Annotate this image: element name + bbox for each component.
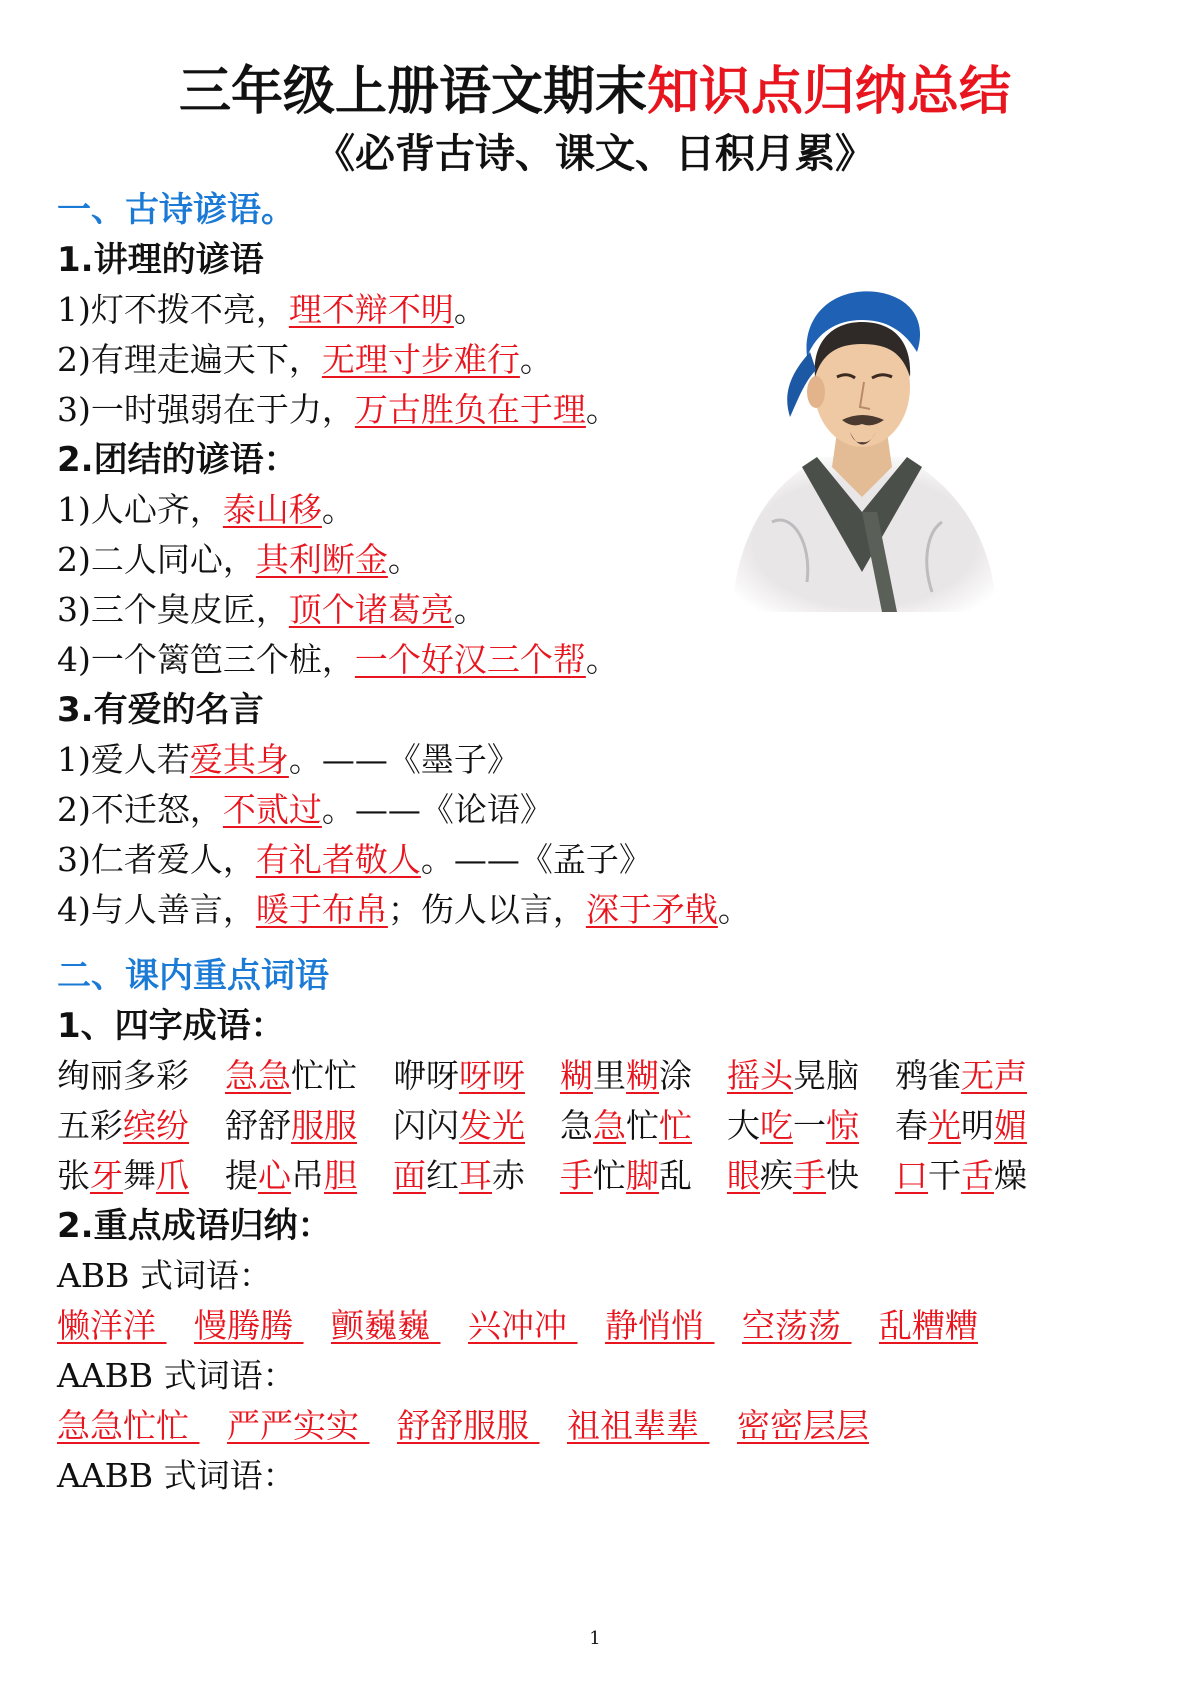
idioms-title	[57, 1004, 285, 1048]
quote-answer: 不贰过	[222, 790, 322, 829]
sage-portrait-image	[712, 282, 1012, 632]
highlighted-word: 密密层层	[737, 1406, 869, 1445]
idiom-text: 提	[225, 1156, 258, 1195]
proverb-suffix: 。	[585, 640, 619, 679]
proverb-suffix: 。	[585, 390, 619, 429]
idiom-highlight: 舌	[961, 1156, 994, 1195]
quote-prefix: 4)与人善言，	[57, 890, 256, 929]
idiom-row	[57, 1104, 1137, 1148]
idiom-highlight: 脚	[626, 1156, 659, 1195]
word-gap	[359, 1404, 397, 1448]
idiom-highlight: 媚	[994, 1106, 1027, 1145]
highlighted-word: 空荡荡	[742, 1306, 841, 1345]
idiom-cell	[393, 1104, 525, 1148]
highlighted-word: 舒舒服服	[397, 1406, 529, 1445]
idiom-highlight: 面	[393, 1156, 426, 1195]
idiom-highlight: 眼	[727, 1156, 760, 1195]
idiom-cell	[560, 1154, 692, 1198]
idiom-text: 忙忙	[291, 1056, 357, 1095]
idiom-text: 赤	[492, 1156, 525, 1195]
proverb-answer: 其利断金	[255, 540, 388, 579]
proverb-line	[57, 388, 619, 432]
idiom-cell	[895, 1104, 1027, 1148]
highlighted-word: 兴冲冲	[468, 1306, 567, 1345]
page-title	[0, 60, 1190, 124]
idiom-text: 疾	[760, 1156, 793, 1195]
highlighted-word: 静悄悄	[605, 1306, 704, 1345]
idiom-highlight: 耳	[459, 1156, 492, 1195]
idiom-highlight: 手	[560, 1156, 593, 1195]
word-gap	[529, 1404, 567, 1448]
proverb-line	[57, 338, 553, 382]
idiom-cell	[225, 1054, 357, 1098]
proverb-answer: 一个好汉三个帮	[354, 640, 586, 679]
idiom-cell	[57, 1154, 189, 1198]
group-title	[57, 438, 298, 482]
idiom-cell	[57, 1054, 189, 1098]
idiom-row	[57, 1054, 1137, 1098]
quote-middle: ；伤人以言，	[387, 890, 586, 929]
proverb-suffix: 。	[453, 590, 487, 629]
idiom-cell	[727, 1054, 859, 1098]
proverb-answer: 理不辩不明	[288, 290, 454, 329]
group-title-text: 3.有爱的名言	[57, 690, 264, 730]
proverb-answer: 泰山移	[222, 490, 322, 529]
abb-label: ABB 式词语：	[57, 1256, 272, 1295]
idiom-cell	[225, 1104, 357, 1148]
idiom-text: 闪闪	[393, 1106, 459, 1145]
highlighted-word: 慢腾腾	[194, 1306, 293, 1345]
word-gap	[567, 1304, 605, 1348]
group-title-text: 1.讲理的谚语	[57, 240, 264, 280]
abb-word-row	[57, 1304, 978, 1348]
idiom-text: 忙	[593, 1156, 626, 1195]
quote-answer: 暖于布帛	[255, 890, 388, 929]
idiom-highlight: 急	[593, 1106, 626, 1145]
idiom-highlight: 缤纷	[123, 1106, 189, 1145]
title-black: 三年级上册语文期末	[178, 62, 647, 122]
idiom-highlight: 糊	[626, 1056, 659, 1095]
summary-title	[57, 1204, 332, 1248]
quote-line	[57, 738, 520, 782]
proverb-answer: 万古胜负在于理	[354, 390, 586, 429]
idiom-highlight: 口	[895, 1156, 928, 1195]
idiom-text: 干	[928, 1156, 961, 1195]
idiom-row	[57, 1154, 1137, 1198]
idiom-text: 吊	[291, 1156, 324, 1195]
idiom-highlight: 急急	[225, 1056, 291, 1095]
idiom-text: 里	[593, 1056, 626, 1095]
summary-title-text: 2.重点成语归纳：	[57, 1206, 332, 1246]
page-number: 1	[589, 1628, 601, 1649]
quote-suffix: 。——《论语》	[321, 790, 553, 829]
idiom-text: 张	[57, 1156, 90, 1195]
idiom-cell	[727, 1104, 859, 1148]
proverb-prefix: 3)一时强弱在于力，	[57, 390, 355, 429]
idiom-text: 红	[426, 1156, 459, 1195]
word-gap	[841, 1304, 879, 1348]
proverb-line	[57, 588, 487, 632]
idiom-cell	[57, 1104, 189, 1148]
idiom-highlight: 光	[928, 1106, 961, 1145]
quote-line	[57, 888, 751, 932]
idiom-cell	[560, 1054, 692, 1098]
idiom-text: 咿呀	[393, 1056, 459, 1095]
idiom-cell	[393, 1054, 525, 1098]
quote-answer: 深于矛戟	[585, 890, 718, 929]
idiom-text: 一	[793, 1106, 826, 1145]
idiom-text: 舞	[123, 1156, 156, 1195]
group-title-text: 2.团结的谚语：	[57, 440, 298, 480]
idiom-text: 绚丽多彩	[57, 1056, 189, 1095]
proverb-line	[57, 638, 619, 682]
quote-suffix: 。	[717, 890, 751, 929]
idiom-highlight: 呀呀	[459, 1056, 525, 1095]
page-subtitle: 《必背古诗、课文、日积月累》	[315, 131, 875, 177]
idiom-text: 急	[560, 1106, 593, 1145]
idiom-text: 涂	[659, 1056, 692, 1095]
quote-suffix: 。——《墨子》	[288, 740, 520, 779]
idiom-highlight: 吃	[760, 1106, 793, 1145]
proverb-line	[57, 538, 421, 582]
idiom-highlight: 服服	[291, 1106, 357, 1145]
highlighted-word: 祖祖辈辈	[567, 1406, 699, 1445]
aabb-word-row	[57, 1404, 869, 1448]
proverb-answer: 顶个诸葛亮	[288, 590, 454, 629]
idiom-text: 大	[727, 1106, 760, 1145]
idiom-cell	[895, 1054, 1027, 1098]
proverb-suffix: 。	[453, 290, 487, 329]
idiom-text: 明	[961, 1106, 994, 1145]
aabb-label: AABB 式词语：	[57, 1356, 296, 1395]
idiom-highlight: 牙	[90, 1156, 123, 1195]
idiom-text: 燥	[994, 1156, 1027, 1195]
highlighted-word: 颤巍巍	[331, 1306, 430, 1345]
section2-heading	[57, 954, 329, 998]
idiom-highlight: 无声	[961, 1056, 1027, 1095]
proverb-suffix: 。	[321, 490, 355, 529]
idiom-highlight: 忙	[659, 1106, 692, 1145]
idiom-highlight: 糊	[560, 1056, 593, 1095]
idiom-text: 五彩	[57, 1106, 123, 1145]
group-title	[57, 688, 264, 732]
quote-line	[57, 838, 652, 882]
idiom-highlight: 发光	[459, 1106, 525, 1145]
group-title	[57, 238, 264, 282]
highlighted-word: 懒洋洋	[57, 1306, 156, 1345]
idiom-text: 晃脑	[793, 1056, 859, 1095]
quote-prefix: 1)爱人若	[57, 740, 190, 779]
idiom-text: 舒舒	[225, 1106, 291, 1145]
proverb-prefix: 3)三个臭皮匠，	[57, 590, 289, 629]
idiom-text: 忙	[626, 1106, 659, 1145]
proverb-answer: 无理寸步难行	[321, 340, 520, 379]
word-gap	[293, 1304, 331, 1348]
proverb-suffix: 。	[387, 540, 421, 579]
idiom-highlight: 心	[258, 1156, 291, 1195]
word-gap	[189, 1404, 227, 1448]
idiom-cell	[727, 1154, 859, 1198]
proverb-prefix: 1)人心齐，	[57, 490, 223, 529]
idiom-text: 快	[826, 1156, 859, 1195]
idiom-cell	[895, 1154, 1027, 1198]
highlighted-word: 急急忙忙	[57, 1406, 189, 1445]
idioms-title-text: 1、四字成语：	[57, 1006, 285, 1046]
quote-answer: 有礼者敬人	[255, 840, 421, 879]
title-red: 知识点归纳总结	[647, 62, 1012, 122]
quote-line	[57, 788, 553, 832]
word-gap	[699, 1404, 737, 1448]
aabb-label-2: AABB 式词语：	[57, 1456, 296, 1495]
highlighted-word: 严严实实	[227, 1406, 359, 1445]
highlighted-word: 乱糟糟	[879, 1306, 978, 1345]
proverb-prefix: 1)灯不拨不亮，	[57, 290, 289, 329]
section1-heading-text: 一、古诗谚语。	[57, 190, 295, 230]
word-gap	[156, 1304, 194, 1348]
idiom-text: 乱	[659, 1156, 692, 1195]
word-gap	[704, 1304, 742, 1348]
quote-prefix: 3)仁者爱人，	[57, 840, 256, 879]
idiom-text: 春	[895, 1106, 928, 1145]
quote-answer: 爱其身	[189, 740, 289, 779]
section1-heading	[57, 188, 295, 232]
proverb-prefix: 2)二人同心，	[57, 540, 256, 579]
idiom-cell	[393, 1154, 525, 1198]
proverb-line	[57, 488, 355, 532]
idiom-cell	[225, 1154, 357, 1198]
idiom-highlight: 爪	[156, 1156, 189, 1195]
proverb-line	[57, 288, 487, 332]
idiom-highlight: 手	[793, 1156, 826, 1195]
proverb-prefix: 4)一个篱笆三个桩，	[57, 640, 355, 679]
idiom-highlight: 胆	[324, 1156, 357, 1195]
section2-heading-text: 二、课内重点词语	[57, 956, 329, 996]
idiom-highlight: 摇头	[727, 1056, 793, 1095]
idiom-highlight: 惊	[826, 1106, 859, 1145]
proverb-prefix: 2)有理走遍天下，	[57, 340, 322, 379]
idiom-text: 鸦雀	[895, 1056, 961, 1095]
quote-suffix: 。——《孟子》	[420, 840, 652, 879]
idiom-cell	[560, 1104, 692, 1148]
quote-prefix: 2)不迁怒，	[57, 790, 223, 829]
word-gap	[430, 1304, 468, 1348]
proverb-suffix: 。	[519, 340, 553, 379]
